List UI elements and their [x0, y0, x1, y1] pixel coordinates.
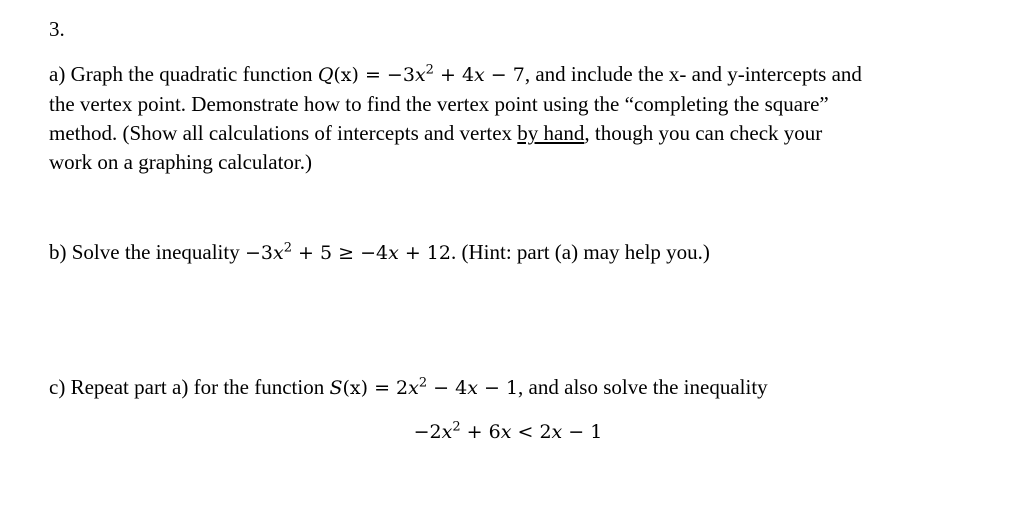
- inequality-c-x: x: [441, 421, 453, 443]
- part-b-paragraph: [49, 238, 710, 268]
- inequality-c-term-1: −2: [413, 421, 442, 443]
- part-c-paragraph: [49, 373, 768, 403]
- part-a-line-1-suffix: , and include the x- and y-intercepts and: [524, 62, 862, 86]
- function-q-expression: [318, 64, 525, 86]
- inequality-c-term-3: < 2: [511, 421, 552, 443]
- inequality-b-term-2: + 5 ≥ −4: [291, 242, 389, 264]
- part-a-line-3-post: , though you can check your: [584, 121, 823, 145]
- function-q-rhs-1: = −3: [358, 64, 415, 86]
- function-s-name: S: [329, 377, 343, 399]
- inequality-c-exponent: 2: [452, 419, 461, 435]
- part-a-line-2: the vertex point. Demonstrate how to find the vertex point using the “completing the square”: [49, 92, 829, 116]
- function-s-rhs-2: − 4: [427, 377, 468, 399]
- inequality-b-expression: [245, 242, 451, 264]
- inequality-c-centered: [0, 421, 1024, 443]
- function-s-rhs-1: = 2: [368, 377, 409, 399]
- question-number: 3.: [49, 17, 65, 41]
- function-s-expression: [329, 377, 518, 399]
- function-s-x2: x: [467, 377, 478, 399]
- function-q-x2: x: [474, 64, 485, 86]
- inequality-c-x2: x: [500, 421, 512, 443]
- part-c-suffix: , and also solve the inequality: [518, 375, 768, 399]
- part-a-line-3-pre: method. (Show all calculations of intercepts and vertex: [49, 121, 518, 145]
- inequality-c-term-4: − 1: [562, 421, 603, 443]
- part-a-line-3: [49, 119, 862, 148]
- function-s-exponent: 2: [418, 375, 428, 391]
- underlined-by-hand: by hand: [517, 121, 585, 145]
- function-q-name: Q: [317, 64, 334, 86]
- part-a-line-4: work on a graphing calculator.): [49, 150, 312, 174]
- part-b-prefix: b) Solve the inequality: [49, 240, 245, 264]
- function-q-exponent: 2: [425, 62, 434, 78]
- part-a-line-1-prefix: a) Graph the quadratic function: [49, 62, 318, 86]
- function-q-var: (x): [333, 64, 359, 86]
- function-s-x: x: [408, 377, 419, 399]
- inequality-b-x2: x: [388, 242, 399, 264]
- function-q-x: x: [414, 64, 426, 86]
- inequality-b-term-1: −3: [244, 242, 273, 264]
- function-s-var: (x): [342, 377, 369, 399]
- part-c-prefix: c) Repeat part a) for the function: [49, 375, 330, 399]
- part-a-line-1: [49, 60, 862, 90]
- part-c-line: [49, 373, 768, 403]
- function-q-rhs-2: + 4: [433, 64, 475, 86]
- function-q-rhs-3: − 7: [484, 64, 525, 86]
- part-a-paragraph: [49, 60, 862, 177]
- inequality-c-x3: x: [551, 421, 563, 443]
- function-s-rhs-3: − 1: [477, 377, 519, 399]
- inequality-c-term-2: + 6: [460, 421, 501, 443]
- part-b-line: [49, 238, 710, 268]
- part-b-suffix: . (Hint: part (a) may help you.): [451, 240, 710, 264]
- inequality-b-exponent: 2: [283, 240, 292, 256]
- inequality-b-x: x: [272, 242, 284, 264]
- inequality-b-term-3: + 12: [398, 242, 451, 264]
